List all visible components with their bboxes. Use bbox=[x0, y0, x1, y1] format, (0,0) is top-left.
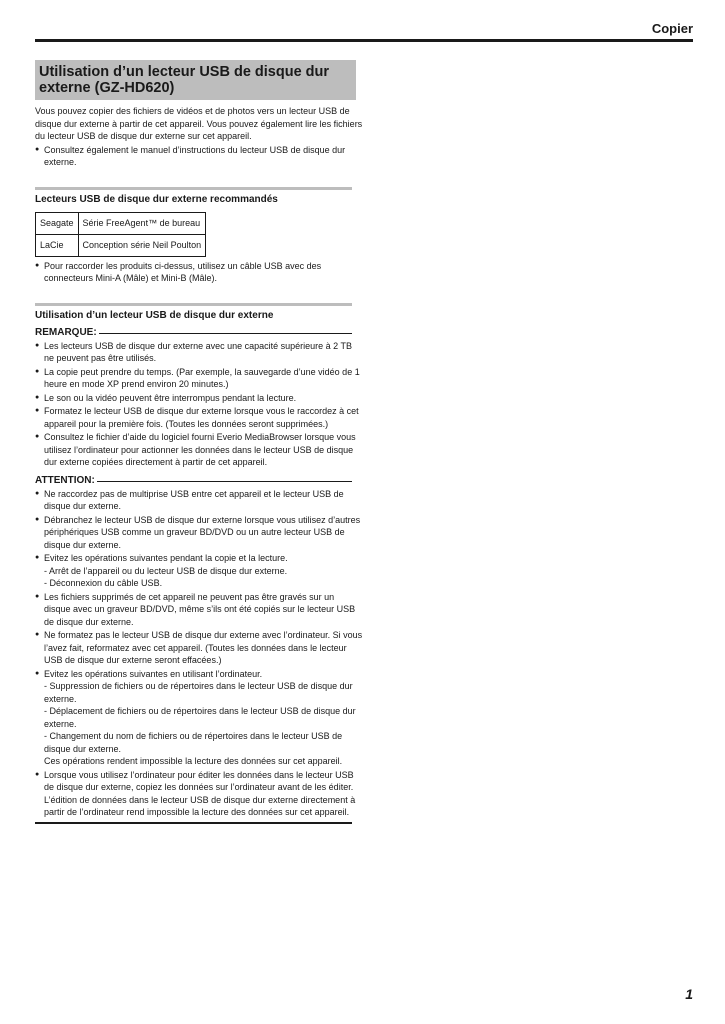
remarque-label: REMARQUE: bbox=[35, 326, 97, 338]
list-item: ● Consultez également le manuel d’instructions du lecteur USB de disque dur externe. bbox=[35, 144, 363, 169]
list-item: ● Ne raccordez pas de multiprise USB entre cet appareil et le lecteur USB de disque dur externe. bbox=[35, 488, 363, 513]
attention-label: ATTENTION: bbox=[35, 474, 95, 486]
table-cell-brand: Seagate bbox=[36, 212, 79, 234]
section-title: Utilisation d’un lecteur USB de disque dur externe (GZ-HD620) bbox=[35, 60, 356, 100]
section-end-rule bbox=[35, 822, 352, 824]
list-item: ● Les fichiers supprimés de cet appareil ne peuvent pas être gravés sur un disque avec un graveur BD/DVD, même s’ils ont été copiés sur le lecteur USB de disque dur externe. bbox=[35, 591, 363, 629]
list-item: ● Les lecteurs USB de disque dur externe avec une capacité supérieure à 2 TB ne peuvent pas être utilisés. bbox=[35, 340, 363, 365]
table-cell-brand: LaCie bbox=[36, 234, 79, 256]
divider bbox=[97, 481, 352, 482]
list-item: ● Débranchez le lecteur USB de disque dur externe lorsque vous utilisez d’autres périphériques USB comme un graveur BD/DVD ou un autre lecteur USB de disque dur externe. bbox=[35, 514, 363, 552]
intro-paragraph: Vous pouvez copier des fichiers de vidéos et de photos vers un lecteur USB de disque dur externe à partir de cet appareil. Vous pouvez également lire les fichiers du lecteur USB de disque dur externe sur cet appareil. bbox=[35, 106, 363, 141]
chapter-title: Copier bbox=[651, 21, 693, 36]
remarque-label-row bbox=[35, 326, 352, 339]
divider bbox=[99, 333, 352, 334]
list-item: ● Evitez les opérations suivantes pendant la copie et la lecture. - Arrêt de l’appareil ou du lecteur USB de disque dur externe. - Déconnexion du câble USB. bbox=[35, 552, 363, 590]
table-row bbox=[36, 234, 206, 256]
attention-bullet-list bbox=[35, 488, 363, 819]
list-item: ● Consultez le fichier d’aide du logiciel fourni Everio MediaBrowser lorsque vous utilisez l’ordinateur pour actionner les données dans le lecteur USB de disque dur externe copiées directement à partir de cet appareil. bbox=[35, 431, 363, 469]
list-item: ● Ne formatez pas le lecteur USB de disque dur externe avec l’ordinateur. Si vous l’avez fait, reformatez avec cet appareil. (Toutes les données dans le lecteur USB de disque dur externe seront effacées.) bbox=[35, 629, 363, 667]
list-item: ● La copie peut prendre du temps. (Par exemple, la sauvegarde d’une vidéo de 1 heure en mode XP prend environ 20 minutes.) bbox=[35, 366, 363, 391]
recommended-heading: Lecteurs USB de disque dur externe recommandés bbox=[35, 187, 352, 206]
page-number: 1 bbox=[685, 986, 693, 1002]
attention-label-row bbox=[35, 474, 352, 487]
usage-heading: Utilisation d’un lecteur USB de disque dur externe bbox=[35, 303, 352, 322]
intro-bullet-list bbox=[35, 144, 363, 169]
header-rule bbox=[35, 39, 693, 42]
table-row bbox=[36, 212, 206, 234]
recommended-drives-table bbox=[35, 212, 206, 257]
remarque-bullet-list bbox=[35, 340, 363, 469]
table-cell-model: Série FreeAgent™ de bureau bbox=[78, 212, 206, 234]
list-item: ● Evitez les opérations suivantes en utilisant l’ordinateur. - Suppression de fichiers ou de répertoires dans le lecteur USB de disque dur externe. - Déplacement de fichiers ou de répertoires dans le lecteur USB de disque dur externe. - Changement du nom de fichiers ou de répertoires dans le lecteur USB de disque dur externe. Ces opérations rendent impossible la lecture des données sur cet appareil. bbox=[35, 668, 363, 768]
recommended-bullet-list bbox=[35, 260, 363, 285]
list-item: ● Le son ou la vidéo peuvent être interrompus pendant la lecture. bbox=[35, 392, 363, 405]
list-item: ● Pour raccorder les produits ci-dessus, utilisez un câble USB avec des connecteurs Mini-A (Mâle) et Mini-B (Mâle). bbox=[35, 260, 363, 285]
table-cell-model: Conception série Neil Poulton bbox=[78, 234, 206, 256]
list-item: ● Lorsque vous utilisez l’ordinateur pour éditer les données dans le lecteur USB de disque dur externe, copiez les données sur l’ordinateur avant de les éditer. L’édition de données dans le lecteur USB de disque dur externe directement à partir de l’ordinateur rend impossible la lecture des données sur cet appareil. bbox=[35, 769, 363, 819]
list-item: ● Formatez le lecteur USB de disque dur externe lorsque vous le raccordez à cet appareil pour la première fois. (Toutes les données seront supprimées.) bbox=[35, 405, 363, 430]
content-column bbox=[35, 60, 363, 824]
